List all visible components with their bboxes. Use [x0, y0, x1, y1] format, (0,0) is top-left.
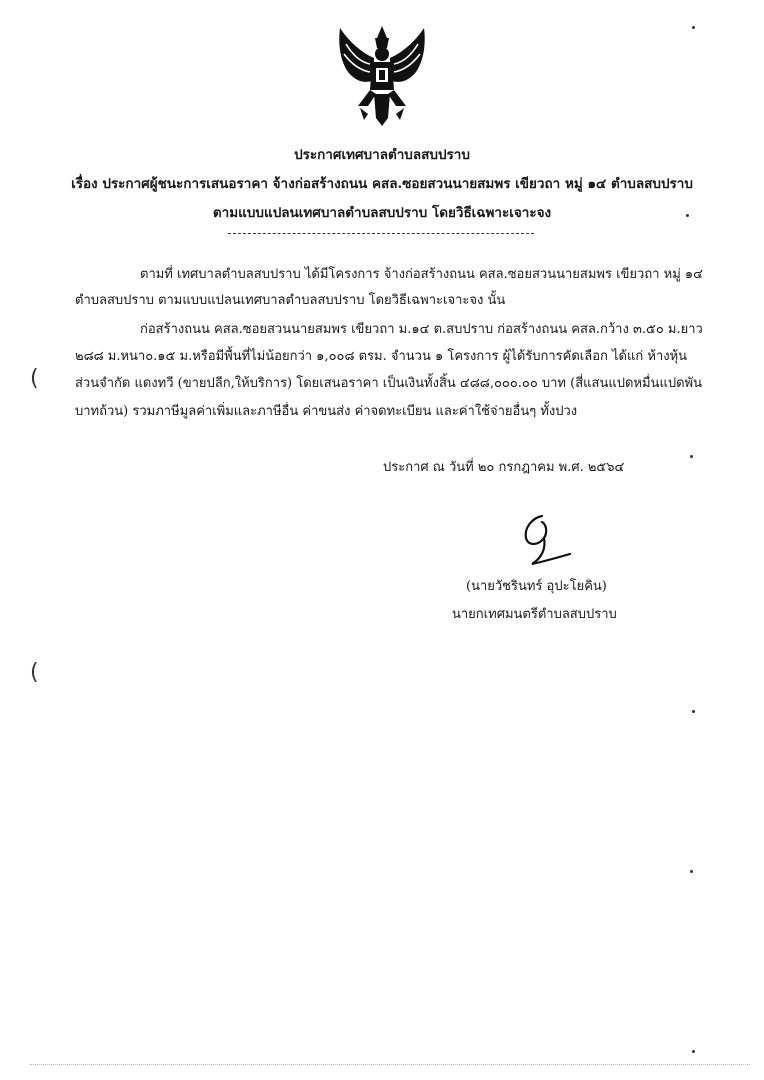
scan-speck: [686, 214, 689, 217]
scan-speck: [692, 1050, 695, 1053]
announcement-subject: เรื่อง ประกาศผู้ชนะการเสนอราคา จ้างก่อสร้างถนน คสล.ซอยสวนนายสมพร เขียวถา หมู่ ๑๔ ตำบลสบปราบ: [71, 176, 693, 192]
scan-bottom-edge: [30, 1064, 750, 1065]
scan-speck: [690, 455, 693, 458]
announcement-header: ประกาศเทศบาลตำบลสบปราบ: [294, 147, 470, 163]
scan-speck: [692, 26, 695, 29]
announcement-subject-cont: ตามแบบแปลนเทศบาลตำบลสบปราบ โดยวิธีเฉพาะเจาะจง: [212, 205, 552, 221]
paragraph-1-line-2: ตำบลสบปราบ ตามแบบแปลนเทศบาลตำบลสบปราบ โดยวิธีเฉพาะเจาะจง นั้น: [75, 293, 506, 308]
punch-hole-mark: (: [30, 660, 39, 685]
paragraph-2-line-2: ๒๘๘ ม.หนา๐.๑๕ ม.หรือมีพื้นที่ไม่น้อยกว่า ๑,๐๐๘ ตรม. จำนวน ๑ โครงการ ผู้ได้รับการคัดเลือก ได้แก่ ห้างหุ้น: [75, 349, 688, 364]
punch-hole-mark: (: [30, 366, 39, 391]
signer-title: นายกเทศมนตรีตำบลสบปราบ: [452, 607, 617, 622]
garuda-emblem: [330, 22, 434, 128]
scan-speck: [692, 710, 695, 713]
paragraph-2-line-4: บาทถ้วน) รวมภาษีมูลค่าเพิ่มและภาษีอื่น ค่าขนส่ง ค่าจดทะเบียน และค่าใช้จ่ายอื่นๆ ทั้งปวง: [75, 404, 578, 419]
paragraph-2-line-3: ส่วนจำกัด แดงทวี (ขายปลีก,ให้บริการ) โดยเสนอราคา เป็นเงินทั้งสิ้น ๔๘๘,๐๐๐.๐๐ บาท (สี่แสนแปดหมื่นแปดพัน: [75, 376, 702, 391]
paragraph-2-line-1: ก่อสร้างถนน คสล.ซอยสวนนายสมพร เขียวถา ม.๑๔ ต.สบปราบ ก่อสร้างถนน คสล.กว้าง ๓.๕๐ ม.ยาว: [140, 322, 703, 337]
paragraph-1-line-1: ตามที่ เทศบาลตำบลสบปราบ ได้มีโครงการ จ้างก่อสร้างถนน คสล.ซอยสวนนายสมพร เขียวถา หมู่ ๑๔: [140, 267, 703, 282]
scan-speck: [690, 870, 693, 873]
announcement-date: ประกาศ ณ วันที่ ๒๐ กรกฎาคม พ.ศ. ๒๕๖๔: [383, 460, 625, 475]
separator-line: [228, 233, 534, 234]
signer-name: (นายวัชรินทร์ อุปะโยคิน): [466, 579, 607, 594]
signature: [512, 508, 574, 570]
